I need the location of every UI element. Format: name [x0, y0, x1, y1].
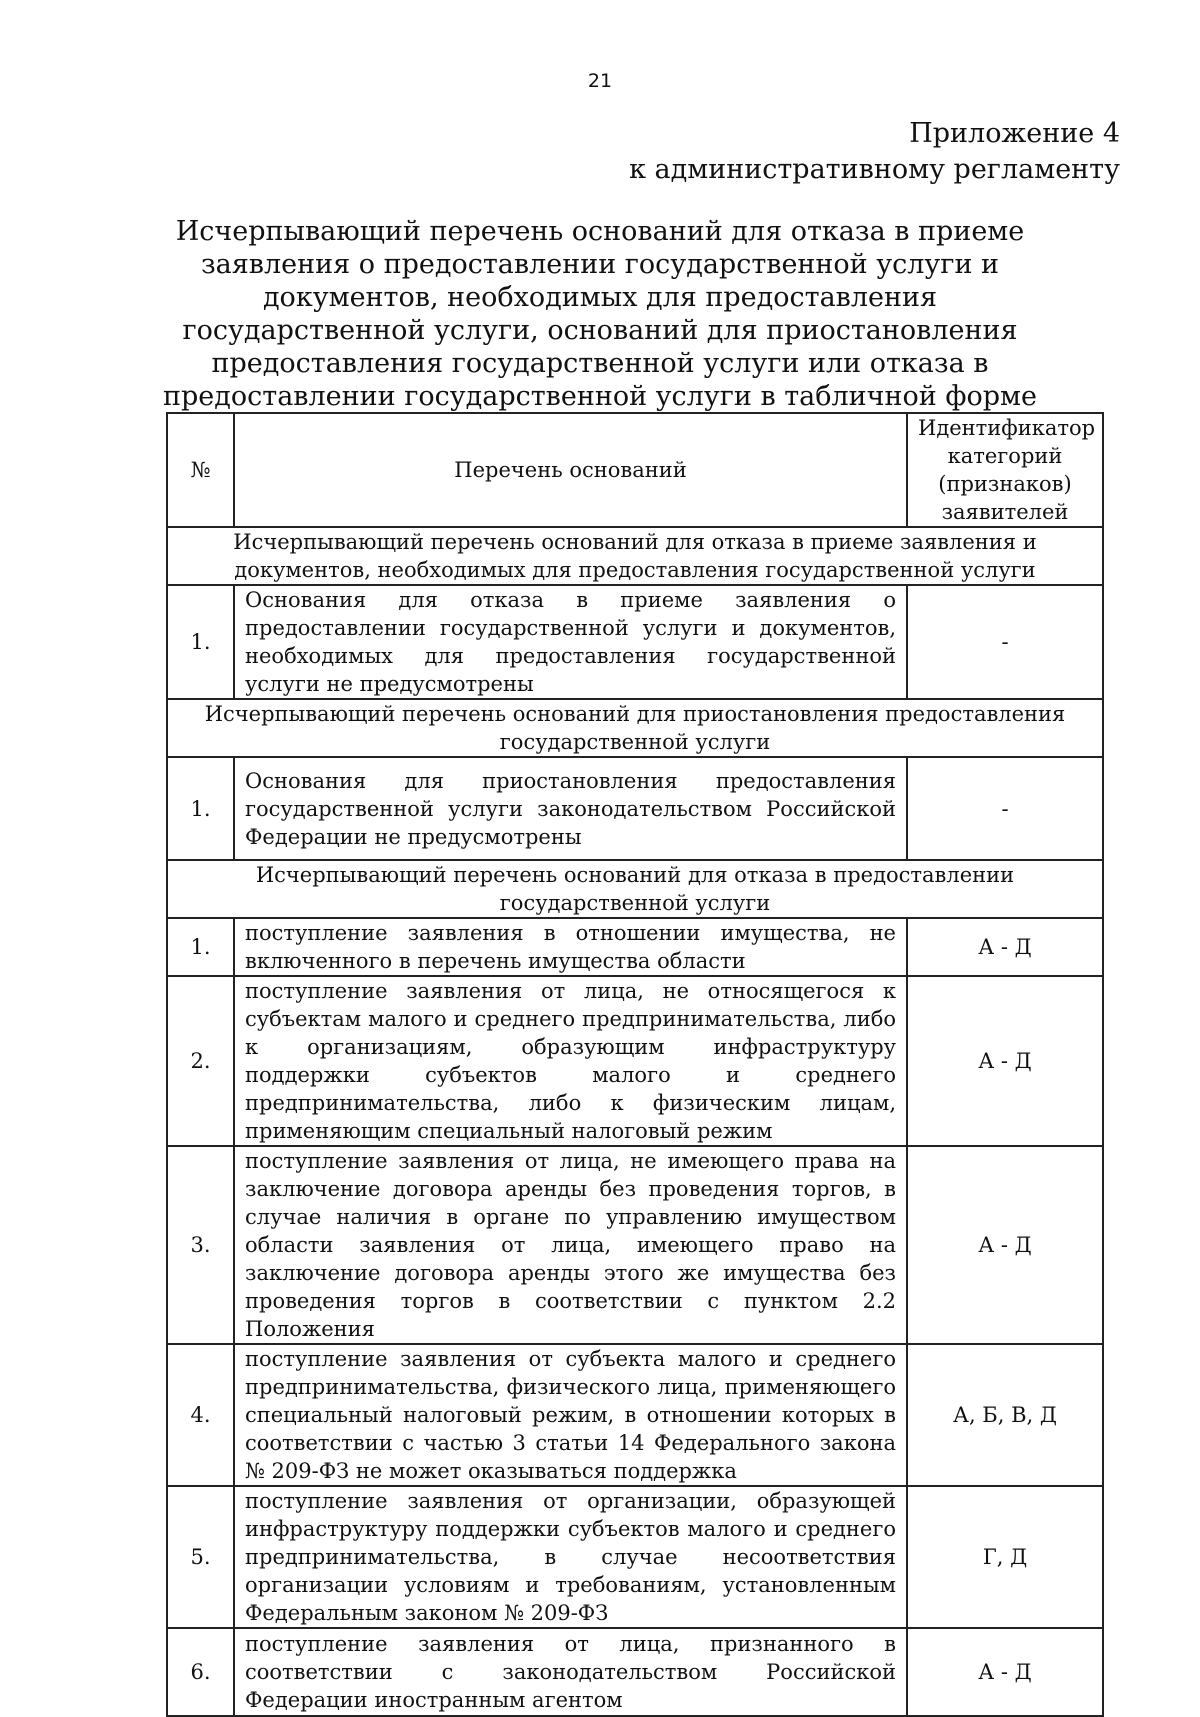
row-text: Основания для отказа в приеме заявления о предоставлении государственной услуги и документов, необходимых для предоставления государственной услуги не предусмотрены	[234, 585, 907, 699]
grounds-table	[166, 412, 1104, 1717]
row-text: Основания для приостановления предоставления государственной услуги законодательством Российской Федерации не предусмотрены	[234, 757, 907, 860]
table-row	[167, 918, 1103, 976]
table-row	[167, 976, 1103, 1146]
row-text: поступление заявления от лица, признанного в соответствии с законодательством Российской Федерации иностранным агентом	[234, 1628, 907, 1716]
table-row	[167, 1628, 1103, 1716]
row-text: поступление заявления в отношении имущества, не включенного в перечень имущества области	[234, 918, 907, 976]
table-row	[167, 1486, 1103, 1628]
row-text: поступление заявления от субъекта малого и среднего предпринимательства, физического лица, применяющего специальный налоговый режим, в отношении которых в соответствии с частью 3 статьи 14 Федерального закона № 209-ФЗ не может оказываться поддержка	[234, 1344, 907, 1486]
row-text: поступление заявления от организации, образующей инфраструктуру поддержки субъектов малого и среднего предпринимательства, в случае несоответствия организации условиям и требованиям, установленным Федеральным законом № 209-ФЗ	[234, 1486, 907, 1628]
row-identifier: А - Д	[907, 976, 1103, 1146]
table-row	[167, 1344, 1103, 1486]
table-row	[167, 757, 1103, 860]
row-identifier: А - Д	[907, 918, 1103, 976]
row-text: поступление заявления от лица, не относящегося к субъектам малого и среднего предпринимательства, либо к организациям, образующим инфраструктуру поддержки субъектов малого и среднего предпринимательства, либо к физическим лицам, применяющим специальный налоговый режим	[234, 976, 907, 1146]
appendix-caption	[629, 116, 1120, 188]
row-number: 1.	[167, 585, 234, 699]
row-number: 1.	[167, 918, 234, 976]
section-title: Исчерпывающий перечень оснований для приостановления предоставления государственной услуги	[167, 699, 1103, 757]
row-number: 6.	[167, 1628, 234, 1716]
table-row	[167, 585, 1103, 699]
section-title: Исчерпывающий перечень оснований для отказа в предоставлении государственной услуги	[167, 860, 1103, 918]
document-title: Исчерпывающий перечень оснований для отказа в приеме заявления о предоставлении государственной услуги и документов, необходимых для предоставления государственной услуги, оснований для приостановления предоставления государственной услуги или отказа в предоставлении государственной услуги в табличной форме	[163, 216, 1037, 412]
table-row	[167, 1146, 1103, 1344]
section-row	[167, 860, 1103, 918]
table-header-row	[167, 413, 1103, 527]
row-number: 2.	[167, 976, 234, 1146]
row-number: 3.	[167, 1146, 234, 1344]
section-row	[167, 699, 1103, 757]
header-grounds: Перечень оснований	[234, 413, 907, 527]
row-number: 4.	[167, 1344, 234, 1486]
row-identifier: А - Д	[907, 1628, 1103, 1716]
row-number: 5.	[167, 1486, 234, 1628]
row-number: 1.	[167, 757, 234, 860]
row-identifier: -	[907, 585, 1103, 699]
row-identifier: А - Д	[907, 1146, 1103, 1344]
section-row	[167, 527, 1103, 585]
page-number: 21	[587, 70, 613, 92]
row-text: поступление заявления от лица, не имеющего права на заключение договора аренды без проведения торгов, в случае наличия в органе по управлению имуществом области заявления от лица, имеющего право на заключение договора аренды этого же имущества без проведения торгов в соответствии с пунктом 2.2 Положения	[234, 1146, 907, 1344]
header-identifier: Идентификатор категорий (признаков) заявителей	[907, 413, 1103, 527]
header-number: №	[167, 413, 234, 527]
row-identifier: А, Б, В, Д	[907, 1344, 1103, 1486]
section-title: Исчерпывающий перечень оснований для отказа в приеме заявления и документов, необходимых для предоставления государственной услуги	[167, 527, 1103, 585]
row-identifier: Г, Д	[907, 1486, 1103, 1628]
appendix-line-1: Приложение 4	[909, 118, 1120, 149]
appendix-line-2: к административному регламенту	[629, 154, 1120, 185]
row-identifier: -	[907, 757, 1103, 860]
